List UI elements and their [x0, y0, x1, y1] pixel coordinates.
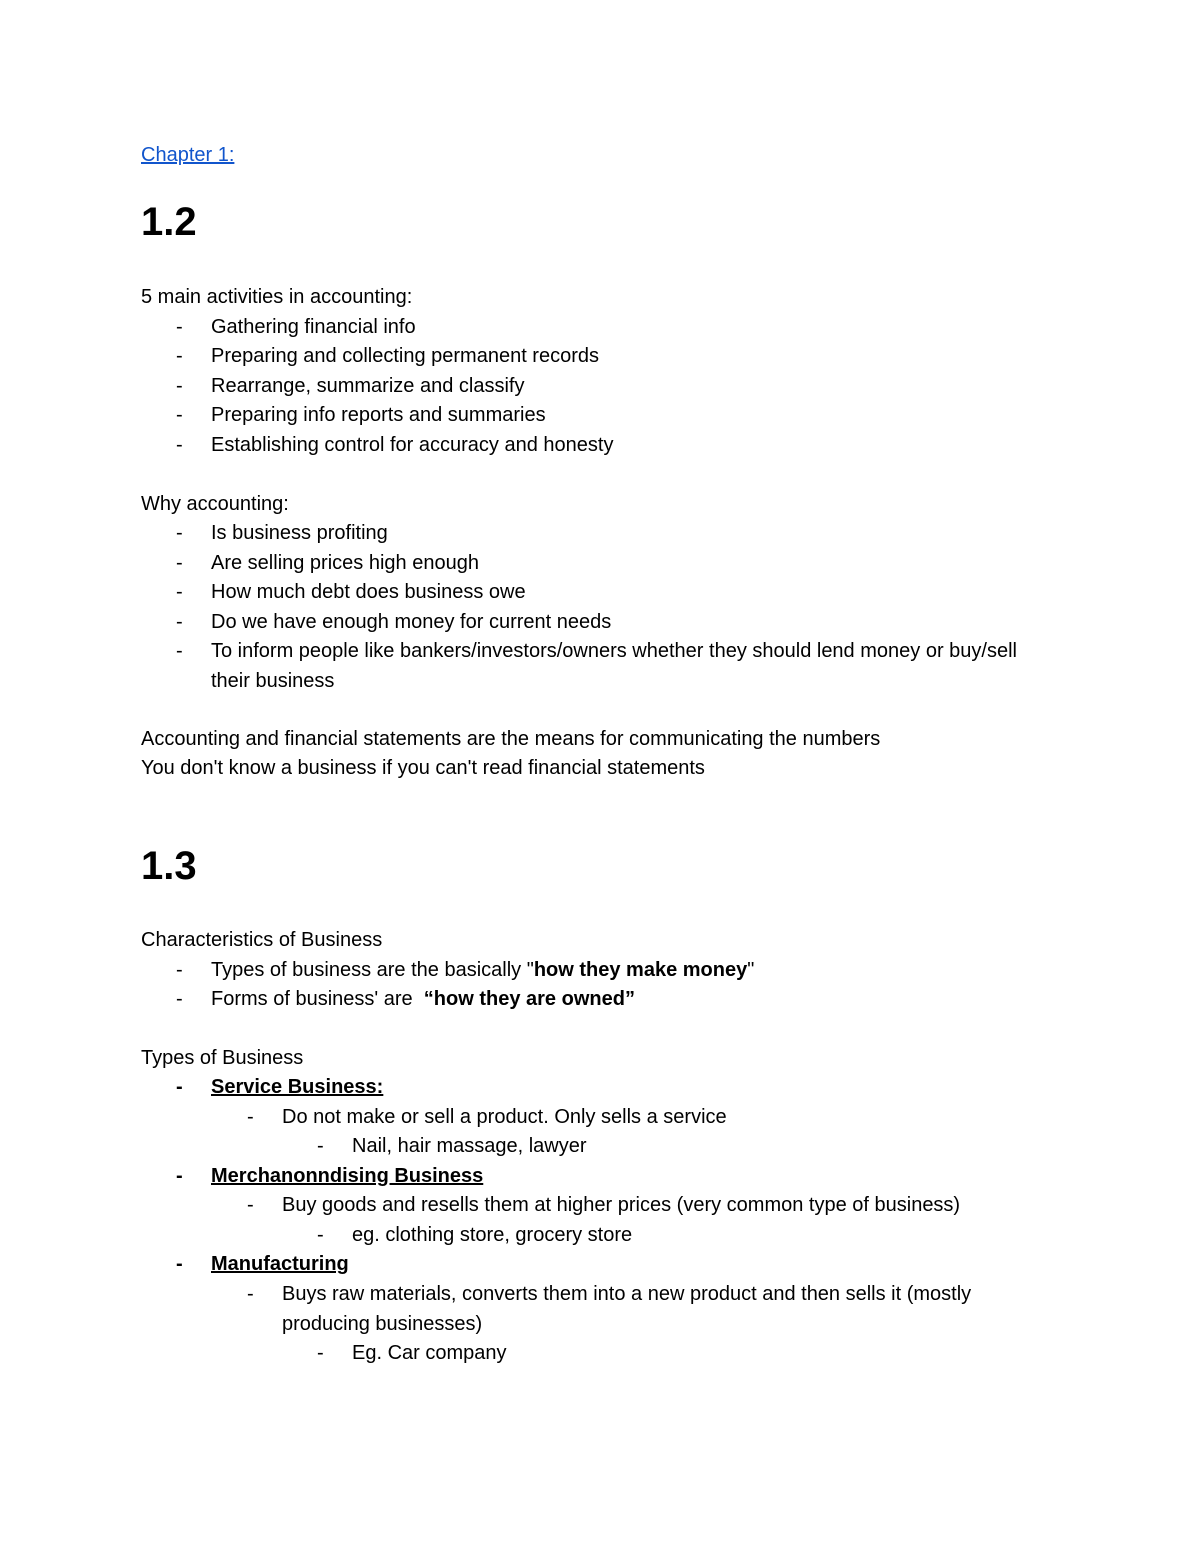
list-item [211, 956, 754, 986]
merchandising-business-desc: Buy goods and resells them at higher prices (very common type of business) [282, 1194, 961, 1216]
bullet-dash: - [247, 1194, 254, 1216]
bullet-dash: - [247, 1283, 254, 1305]
service-business-title: Service Business: [211, 1076, 384, 1098]
merchandising-business-example: eg. clothing store, grocery store [352, 1224, 633, 1246]
paragraph-statements: Accounting and financial statements are the means for communicating the numbers [141, 728, 881, 750]
manufacturing-title: Manufacturing [211, 1253, 349, 1275]
types-close-quote: " [747, 959, 755, 981]
section-heading-1-2: 1.2 [141, 200, 197, 244]
types-intro: Types of Business [141, 1047, 304, 1069]
list-item: Preparing info reports and summaries [211, 404, 546, 426]
bullet-dash: - [176, 552, 183, 574]
bullet-dash: - [176, 316, 183, 338]
bullet-dash: - [317, 1135, 324, 1157]
chapter-link[interactable]: Chapter 1: [141, 144, 235, 166]
service-business-desc: Do not make or sell a product. Only sells a service [282, 1106, 727, 1128]
list-item: Do we have enough money for current needs [211, 611, 612, 633]
bullet-dash: - [317, 1342, 324, 1364]
bullet-dash: - [176, 434, 183, 456]
types-text: Types of business are the basically " [211, 959, 534, 981]
list-item: To inform people like bankers/investors/owners whether they should lend money or buy/sell their business [211, 640, 1017, 692]
bullet-dash: - [247, 1106, 254, 1128]
list-item: How much debt does business owe [211, 581, 526, 603]
why-intro: Why accounting: [141, 493, 289, 515]
service-business-example: Nail, hair massage, lawyer [352, 1135, 587, 1157]
bullet-dash: - [176, 581, 183, 603]
bullet-dash: - [176, 1076, 183, 1098]
bullet-dash: - [176, 611, 183, 633]
bullet-dash: - [176, 1165, 183, 1187]
merchandising-business-title: Merchanonndising Business [211, 1165, 484, 1187]
bullet-dash: - [176, 345, 183, 367]
paragraph-read-statements: You don't know a business if you can't read financial statements [141, 757, 705, 779]
bullet-dash: - [176, 640, 183, 662]
bullet-dash: - [176, 522, 183, 544]
list-item: Rearrange, summarize and classify [211, 375, 525, 397]
section-heading-1-3: 1.3 [141, 844, 197, 888]
characteristics-intro: Characteristics of Business [141, 929, 383, 951]
list-item: Preparing and collecting permanent records [211, 345, 599, 367]
forms-emphasis: “how they are owned” [423, 988, 635, 1010]
manufacturing-desc: Buys raw materials, converts them into a new product and then sells it (mostly producing businesses) [282, 1283, 972, 1335]
types-emphasis: how they make money [533, 959, 748, 981]
bullet-dash: - [176, 404, 183, 426]
bullet-dash: - [176, 375, 183, 397]
list-item: Gathering financial info [211, 316, 416, 338]
activities-intro: 5 main activities in accounting: [141, 286, 413, 308]
list-item: Are selling prices high enough [211, 552, 479, 574]
list-item: Is business profiting [211, 522, 388, 544]
manufacturing-example: Eg. Car company [352, 1342, 507, 1364]
bullet-dash: - [176, 959, 183, 981]
bullet-dash: - [176, 1253, 183, 1275]
bullet-dash: - [317, 1224, 324, 1246]
bullet-dash: - [176, 988, 183, 1010]
list-item: Establishing control for accuracy and honesty [211, 434, 614, 456]
list-item [211, 985, 635, 1015]
forms-text: Forms of business' are [211, 988, 424, 1010]
